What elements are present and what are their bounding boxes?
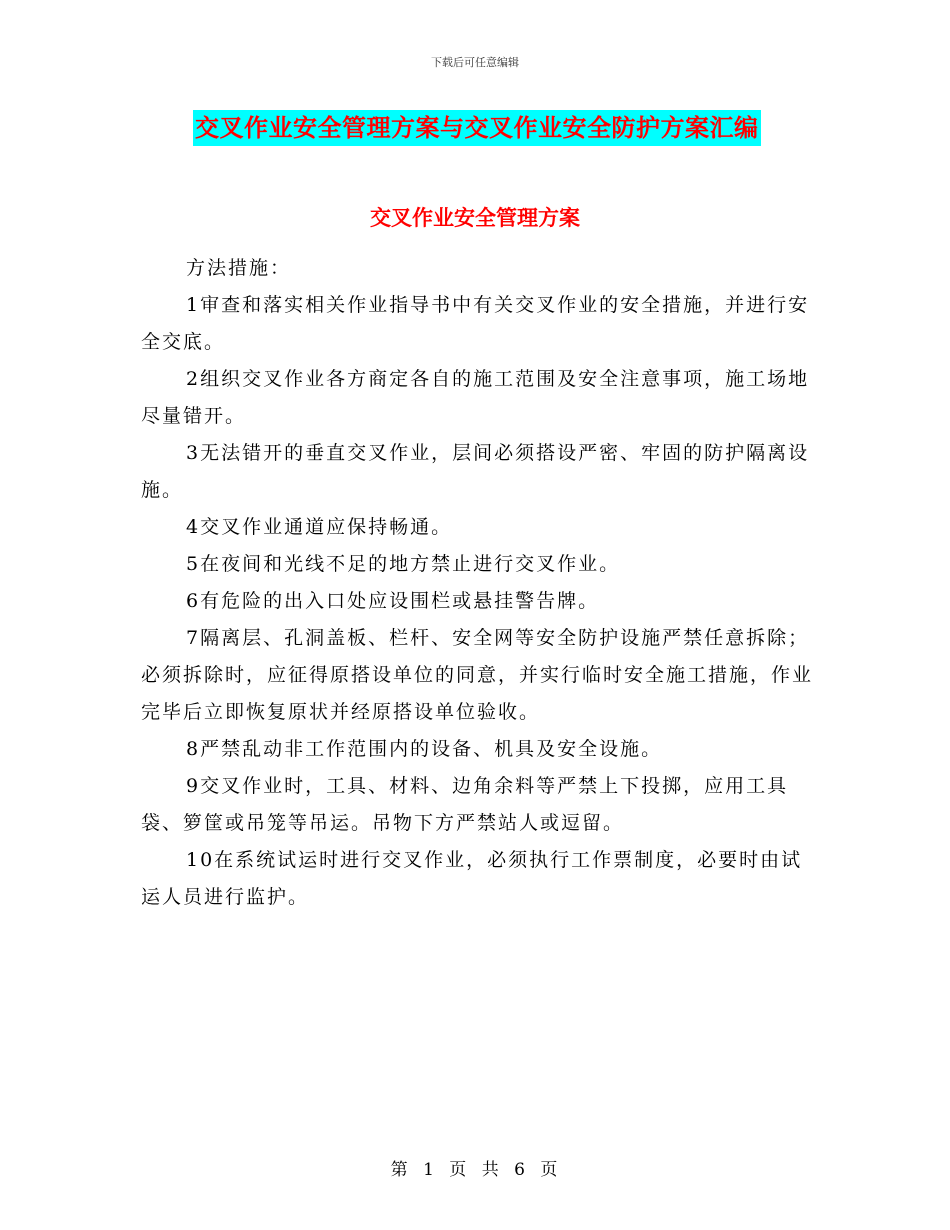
paragraph-intro: 方法措施： [186, 257, 292, 279]
paragraph-item-9: 9交叉作业时，工具、材料、边角余料等严禁上下投掷，应用工具袋、箩筐或吊笼等吊运。吊物下方严禁站人或逗留。 [141, 775, 789, 834]
paragraph-item-5: 5在夜间和光线不足的地方禁止进行交叉作业。 [186, 553, 621, 575]
paragraph-item-1: 1审查和落实相关作业指导书中有关交叉作业的安全措施，并进行安全交底。 [141, 294, 810, 353]
paragraph-item-6: 6有危险的出入口处应设围栏或悬挂警告牌。 [186, 590, 600, 612]
page-number-footer: 第 1 页 共 6 页 [390, 1160, 560, 1180]
document-title: 交叉作业安全管理方案与交叉作业安全防护方案汇编 [193, 110, 761, 146]
paragraph-item-4: 4交叉作业通道应保持畅通。 [186, 516, 453, 538]
page-header-note: 下载后可任意编辑 [431, 56, 519, 69]
section-heading: 交叉作业安全管理方案 [370, 206, 580, 230]
paragraph-item-2: 2组织交叉作业各方商定各自的施工范围及安全注意事项，施工场地尽量错开。 [141, 368, 810, 427]
paragraph-item-3: 3无法错开的垂直交叉作业，层间必须搭设严密、牢固的防护隔离设施。 [141, 442, 810, 501]
paragraph-item-10: 10在系统试运时进行交叉作业，必须执行工作票制度，必要时由试运人员进行监护。 [141, 849, 803, 908]
document-body [141, 250, 821, 916]
paragraph-item-8: 8严禁乱动非工作范围内的设备、机具及安全设施。 [186, 738, 663, 760]
paragraph-item-7: 7隔离层、孔洞盖板、栏杆、安全网等安全防护设施严禁任意拆除；必须拆除时，应征得原搭设单位的同意，并实行临时安全施工措施，作业完毕后立即恢复原状并经原搭设单位验收。 [141, 627, 814, 723]
